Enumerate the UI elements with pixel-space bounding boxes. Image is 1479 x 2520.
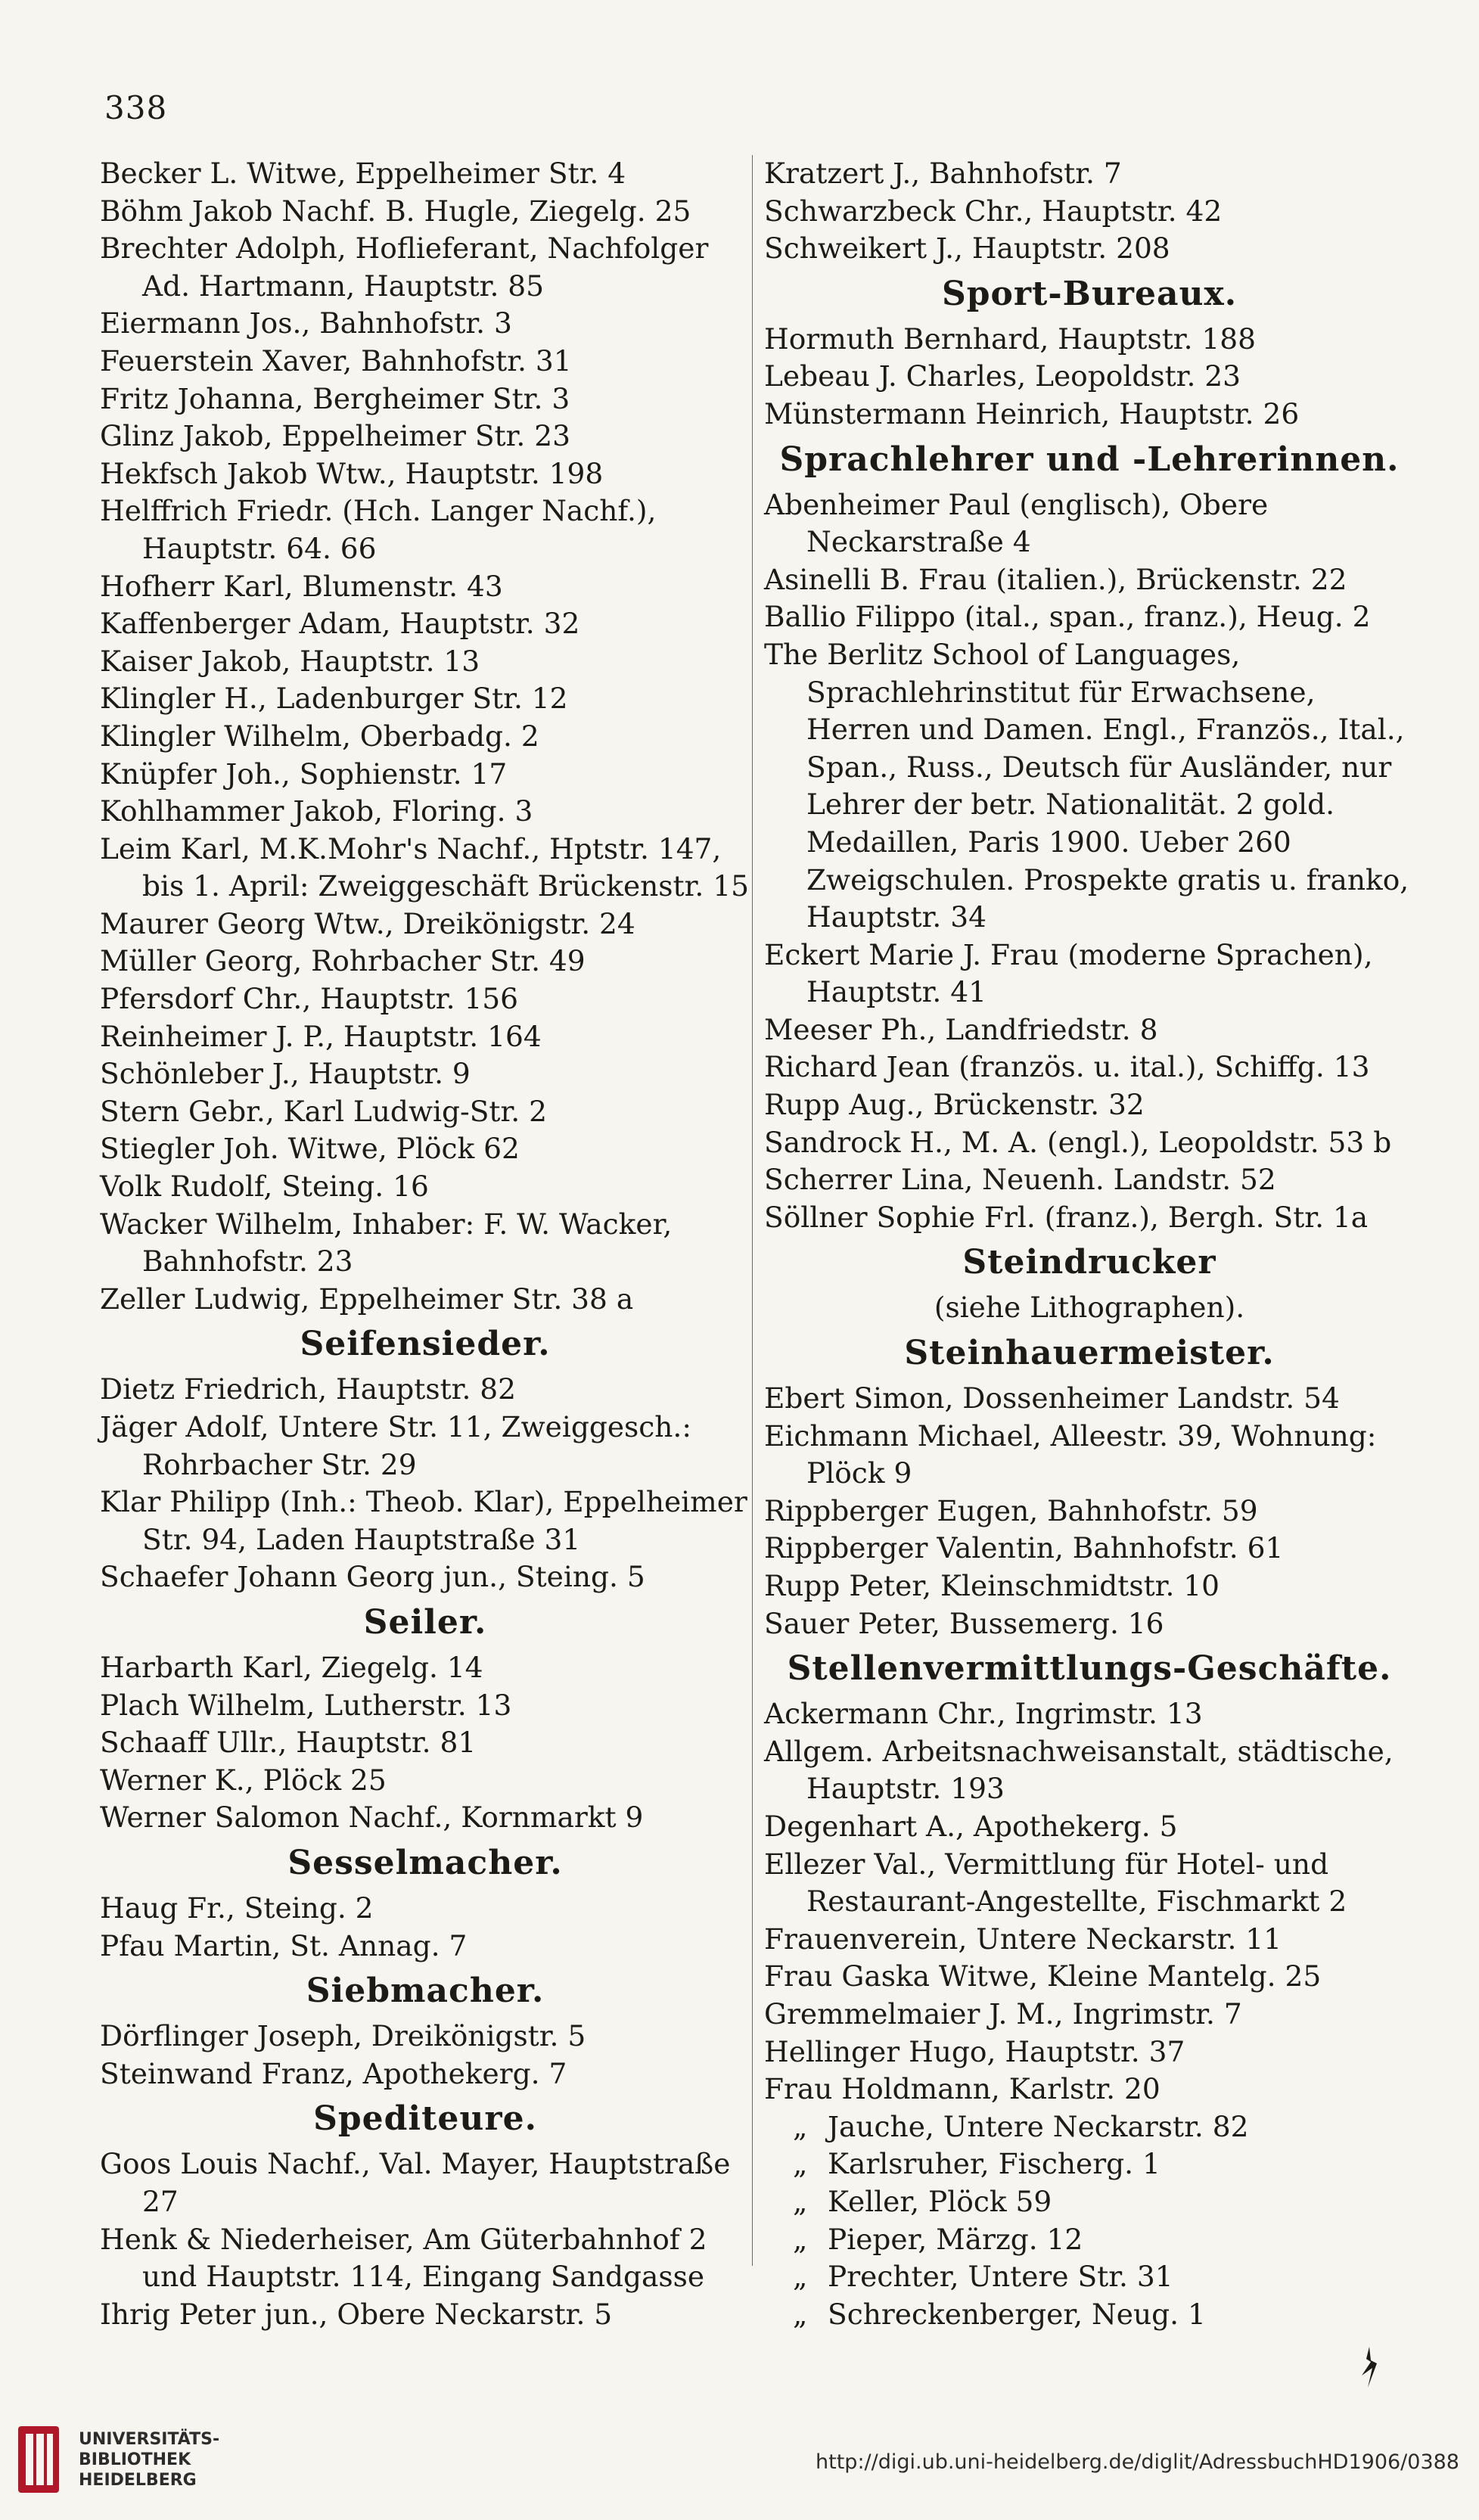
directory-entry: Söllner Sophie Frl. (franz.), Bergh. Str. 1a: [764, 1200, 1369, 1234]
section-heading: Steinhauermeister.: [904, 1334, 1275, 1373]
directory-entry: Eckert Marie J. Frau (moderne Sprachen), Hauptstr. 41: [764, 937, 1373, 1009]
directory-entry: Brechter Adolph, Hoflieferant, Nachfolger Ad. Hartmann, Hauptstr. 85: [100, 231, 709, 303]
library-name-line-3: HEIDELBERG: [79, 2471, 197, 2490]
directory-entry: Schönleber J., Hauptstr. 9: [100, 1057, 471, 1091]
directory-entry: Steinwand Franz, Apothekerg. 7: [100, 2056, 567, 2090]
directory-entry: Lebeau J. Charles, Leopoldstr. 23: [764, 359, 1241, 393]
directory-entry: Harbarth Karl, Ziegelg. 14: [100, 1650, 483, 1684]
directory-entry: Klar Philipp (Inh.: Theob. Klar), Eppelheimer Str. 94, Laden Hauptstraße 31: [100, 1485, 747, 1556]
directory-entry: Wacker Wilhelm, Inhaber: F. W. Wacker, Bahnhofstr. 23: [100, 1207, 673, 1279]
directory-entry: Rupp Peter, Kleinschmidtstr. 10: [764, 1569, 1220, 1602]
directory-entry: Pfau Martin, St. Annag. 7: [100, 1928, 468, 1962]
directory-entry: Gremmelmaier J. M., Ingrimstr. 7: [764, 1996, 1242, 2031]
directory-entry: Glinz Jakob, Eppelheimer Str. 23: [100, 419, 570, 453]
directory-entry: Knüpfer Joh., Sophienstr. 17: [100, 757, 508, 791]
library-name-line-1: UNIVERSITÄTS-: [79, 2430, 220, 2449]
directory-entry: Böhm Jakob Nachf. B. Hugle, Ziegelg. 25: [100, 194, 691, 228]
directory-entry: Schaaff Ullr., Hauptstr. 81: [100, 1726, 477, 1760]
directory-entry: Klingler Wilhelm, Oberbadg. 2: [100, 719, 539, 753]
directory-entry: Maurer Georg Wtw., Dreikönigstr. 24: [100, 906, 635, 940]
directory-entry: Ackermann Chr., Ingrimstr. 13: [764, 1697, 1203, 1731]
directory-entry: Klingler H., Ladenburger Str. 12: [100, 682, 568, 716]
ditto-mark: „: [793, 2147, 808, 2181]
directory-entry: Kohlhammer Jakob, Floring. 3: [100, 794, 533, 828]
directory-entry: Schweikert J., Hauptstr. 208: [764, 231, 1170, 266]
directory-entry: Dietz Friedrich, Hauptstr. 82: [100, 1372, 517, 1406]
right-column: [764, 155, 1415, 2333]
directory-entry: Richard Jean (französ. u. ital.), Schiffg. 13: [764, 1050, 1370, 1084]
directory-entry: Haug Fr., Steing. 2: [100, 1891, 374, 1925]
directory-entry: Feuerstein Xaver, Bahnhofstr. 31: [100, 343, 572, 378]
directory-entry: Pfersdorf Chr., Hauptstr. 156: [100, 982, 519, 1016]
directory-entry: [764, 2108, 1415, 2146]
directory-entry: Stern Gebr., Karl Ludwig-Str. 2: [100, 1094, 547, 1128]
directory-entry: Eiermann Jos., Bahnhofstr. 3: [100, 306, 512, 340]
ditto-mark: „: [793, 2109, 808, 2143]
directory-entry: Kaffenberger Adam, Hauptstr. 32: [100, 607, 580, 641]
directory-entry: Sandrock H., M. A. (engl.), Leopoldstr. 53 b: [764, 1125, 1392, 1159]
directory-entry: Zeller Ludwig, Eppelheimer Str. 38 a: [100, 1282, 634, 1316]
source-url[interactable]: http://digi.ub.uni-heidelberg.de/diglit/AdressbuchHD1906/0388: [816, 2450, 1459, 2474]
section-heading: Steindrucker: [962, 1243, 1216, 1282]
directory-entry: Hofherr Karl, Blumenstr. 43: [100, 569, 503, 603]
directory-entry: Ebert Simon, Dossenheimer Landstr. 54: [764, 1381, 1340, 1415]
directory-entry: Werner K., Plöck 25: [100, 1763, 387, 1797]
ditto-mark: „: [793, 2260, 808, 2294]
footer: [0, 2402, 1479, 2520]
directory-entry: [764, 2258, 1415, 2296]
directory-entry: Rippberger Valentin, Bahnhofstr. 61: [764, 1531, 1284, 1565]
section-heading: Spediteure.: [313, 2099, 537, 2139]
directory-entry: Ihrig Peter jun., Obere Neckarstr. 5: [100, 2297, 613, 2331]
section-heading: Sprachlehrer und -Lehrerinnen.: [779, 440, 1400, 479]
directory-entry: Plach Wilhelm, Lutherstr. 13: [100, 1688, 512, 1722]
directory-entry: [764, 2146, 1415, 2183]
section-heading: Stellenvermittlungs-Geschäfte.: [787, 1649, 1392, 1689]
directory-entry: The Berlitz School of Languages, Sprachlehrinstitut für Erwachsene, Herren und Damen. Engl., Französ., Ital., Span., Russ., Deutsch für Ausländer, nur Lehrer der betr. Nationalität. 2 gold. Medaillen, Paris 1900. Ueber 260 Zweigschulen. Prospekte gratis u. franko, Hauptstr. 34: [764, 637, 1409, 934]
directory-entry: Hellinger Hugo, Hauptstr. 37: [764, 2034, 1185, 2068]
directory-entry: Becker L. Witwe, Eppelheimer Str. 4: [100, 157, 626, 190]
directory-entry: Ballio Filippo (ital., span., franz.), Heug. 2: [764, 600, 1371, 634]
directory-entry: Meeser Ph., Landfriedstr. 8: [764, 1012, 1158, 1046]
library-logo-icon: [15, 2423, 62, 2496]
directory-entry: Stiegler Joh. Witwe, Plöck 62: [100, 1132, 520, 1166]
directory-entry: Volk Rudolf, Steing. 16: [100, 1170, 429, 1204]
directory-entry: Hormuth Bernhard, Hauptstr. 188: [764, 322, 1256, 356]
decorative-ornament-icon: [1356, 2345, 1381, 2389]
section-heading: Seiler.: [363, 1602, 487, 1642]
directory-entry: [764, 2221, 1415, 2259]
entry-text: Keller, Plöck 59: [828, 2184, 1052, 2218]
entry-text: Prechter, Untere Str. 31: [828, 2260, 1173, 2294]
section-heading: Sport-Bureaux.: [941, 274, 1238, 313]
directory-entry: Reinheimer J. P., Hauptstr. 164: [100, 1019, 542, 1053]
directory-entry: Goos Louis Nachf., Val. Mayer, Hauptstraße 27: [100, 2147, 731, 2218]
ditto-mark: „: [793, 2297, 808, 2331]
directory-entry: Werner Salomon Nachf., Kornmarkt 9: [100, 1801, 644, 1835]
section-heading: Siebmacher.: [306, 1972, 545, 2011]
directory-entry: Sauer Peter, Bussemerg. 16: [764, 1606, 1164, 1640]
entry-text: Karlsruher, Fischerg. 1: [828, 2147, 1161, 2181]
entry-text: Jauche, Untere Neckarstr. 82: [828, 2109, 1249, 2143]
directory-entry: Schaefer Johann Georg jun., Steing. 5: [100, 1560, 645, 1594]
directory-entry: Eichmann Michael, Alleestr. 39, Wohnung: Plöck 9: [764, 1418, 1377, 1490]
directory-entry: Asinelli B. Frau (italien.), Brückenstr. 22: [764, 562, 1347, 596]
directory-entry: Abenheimer Paul (englisch), Obere Neckarstraße 4: [764, 487, 1269, 559]
ditto-mark: „: [793, 2222, 808, 2256]
library-name: [79, 2429, 219, 2490]
directory-entry: Allgem. Arbeitsnachweisanstalt, städtische, Hauptstr. 193: [764, 1734, 1394, 1806]
entry-text: Schreckenberger, Neug. 1: [828, 2297, 1206, 2331]
directory-entry: Degenhart A., Apothekerg. 5: [764, 1809, 1178, 1843]
directory-entry: Kaiser Jakob, Hauptstr. 13: [100, 644, 480, 678]
directory-entry: Fritz Johanna, Bergheimer Str. 3: [100, 381, 570, 415]
directory-entry: Rupp Aug., Brückenstr. 32: [764, 1088, 1145, 1122]
directory-entry: Rippberger Eugen, Bahnhofstr. 59: [764, 1493, 1258, 1527]
directory-entry: Dörflinger Joseph, Dreikönigstr. 5: [100, 2019, 586, 2053]
left-column: [100, 155, 750, 2333]
directory-entry: Frauenverein, Untere Neckarstr. 11: [764, 1922, 1282, 1956]
section-heading: Sesselmacher.: [287, 1843, 563, 1882]
directory-entry: Schwarzbeck Chr., Hauptstr. 42: [764, 194, 1223, 228]
page-number: 338: [104, 89, 168, 126]
column-divider: [752, 155, 753, 2266]
section-heading: Seifensieder.: [300, 1325, 551, 1364]
library-name-line-2: BIBLIOTHEK: [79, 2450, 191, 2469]
directory-entry: [764, 2296, 1415, 2334]
directory-entry: Münstermann Heinrich, Hauptstr. 26: [764, 396, 1300, 430]
directory-entry: Helffrich Friedr. (Hch. Langer Nachf.), Hauptstr. 64. 66: [100, 494, 657, 565]
directory-entry: Jäger Adolf, Untere Str. 11, Zweiggesch.: Rohrbacher Str. 29: [100, 1410, 691, 1481]
directory-entry: Henk & Niederheiser, Am Güterbahnhof 2 und Hauptstr. 114, Eingang Sandgasse: [100, 2222, 707, 2294]
directory-entry: Frau Gaska Witwe, Kleine Mantelg. 25: [764, 1959, 1322, 1993]
directory-entry: [764, 2183, 1415, 2221]
directory-entry: Kratzert J., Bahnhofstr. 7: [764, 157, 1122, 190]
cross-reference-note: (siehe Lithographen).: [934, 1291, 1245, 1325]
directory-entry: Ellezer Val., Vermittlung für Hotel- und Restaurant-Angestellte, Fischmarkt 2: [764, 1847, 1347, 1919]
directory-entry: Müller Georg, Rohrbacher Str. 49: [100, 944, 586, 978]
directory-entry: Frau Holdmann, Karlstr. 20: [764, 2072, 1161, 2106]
ditto-mark: „: [793, 2184, 808, 2218]
entry-text: Pieper, Märzg. 12: [828, 2222, 1083, 2256]
directory-entry: Hekfsch Jakob Wtw., Hauptstr. 198: [100, 456, 604, 490]
directory-entry: Scherrer Lina, Neuenh. Landstr. 52: [764, 1163, 1276, 1197]
directory-entry: Leim Karl, M.K.Mohr's Nachf., Hptstr. 147, bis 1. April: Zweiggeschäft Brückenstr. 15: [100, 831, 749, 903]
